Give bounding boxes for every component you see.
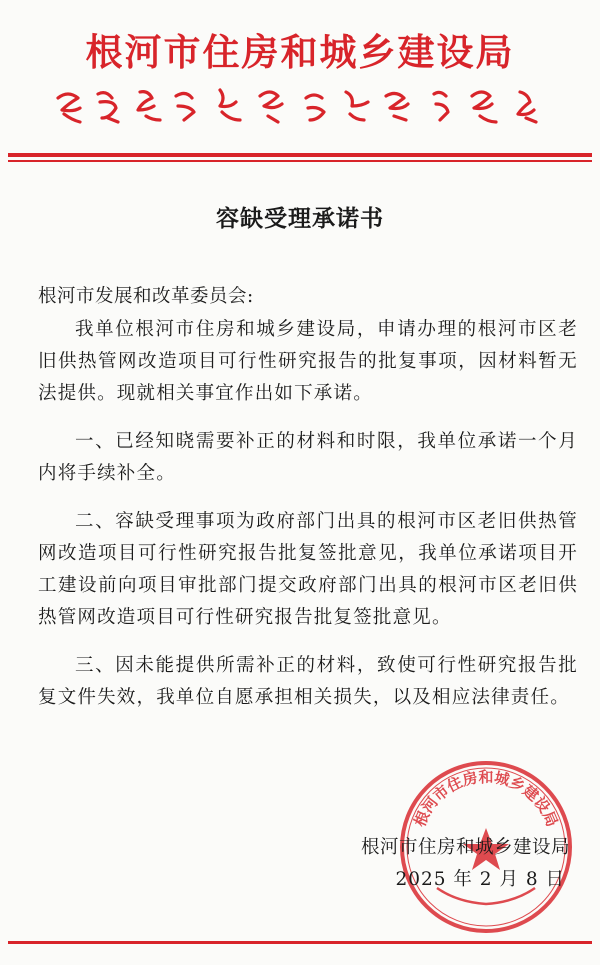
footer-divider — [8, 941, 592, 944]
paragraph-intro: 我单位根河市住房和城乡建设局，申请办理的根河市区老旧供热管网改造项目可行性研究报告的批复事项，因材料暂无法提供。现就相关事宜作出如下承诺。 — [38, 319, 578, 404]
paragraph-commitment-1: 一、已经知晓需要补正的材料和时限，我单位承诺一个月内将手续补全。 — [38, 431, 578, 484]
mongolian-script-line — [50, 84, 560, 128]
letterhead-divider-thin — [8, 160, 592, 162]
salutation: 根河市发展和改革委员会: — [38, 286, 254, 307]
paragraph-commitment-2: 二、容缺受理事项为政府部门出具的根河市区老旧供热管网改造项目可行性研究报告批复签批意见，我单位承诺项目开工建设前向项目审批部门提交政府部门出具的根河市区老旧供热管网改造项目可行性研究报告批复签批意见。 — [38, 511, 578, 628]
signature-agency: 根河市住房和城乡建设局 — [360, 837, 570, 858]
document-title: 容缺受理承诺书 — [216, 205, 384, 232]
paragraph-commitment-3: 三、因未能提供所需补正的材料，致使可行性研究报告批复文件失效，我单位自愿承担相关损失，以及相应法律责任。 — [38, 655, 578, 708]
svg-text:根河市住房和城乡建设局: 根河市住房和城乡建设局 — [410, 768, 562, 830]
agency-letterhead-title: 根河市住房和城乡建设局 — [85, 31, 515, 74]
signature-date: 2025 年 2 月 8 日 — [395, 869, 565, 890]
letterhead-divider-thick — [8, 153, 592, 157]
